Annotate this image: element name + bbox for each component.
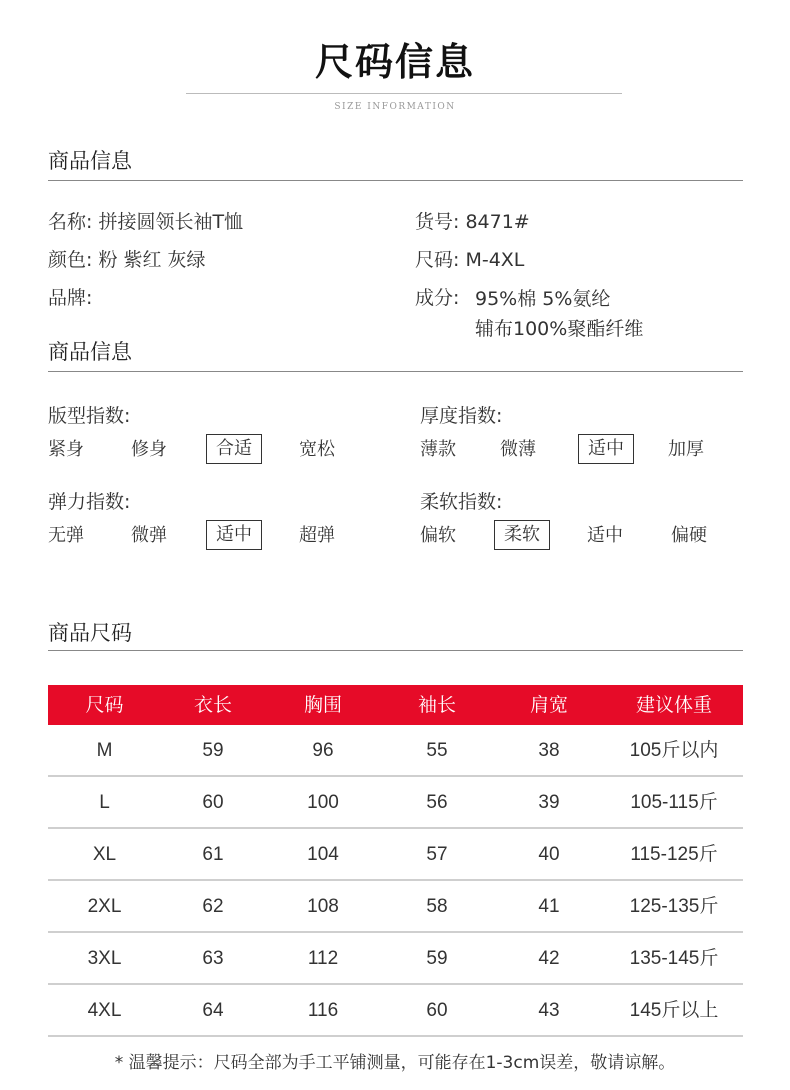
table-cell: 105斤以内 [629,740,719,761]
table-cell: 115-125斤 [630,844,718,865]
table-cell: 40 [538,844,560,865]
fit-option-regular-selected: 合适 [206,434,262,464]
thickness-option-slightly-thin: 微薄 [500,439,536,460]
thickness-option-thick: 加厚 [668,439,704,460]
page-subtitle: SIZE INFORMATION [334,102,456,112]
measurement-note: * 温馨提示：尺码全部为手工平铺测量，可能存在1-3cm误差，敬请谅解。 [114,1053,676,1073]
header-weight: 建议体重 [635,694,712,716]
title-divider [186,93,622,94]
table-cell: 43 [538,1000,560,1021]
header-shoulder: 肩宽 [529,694,568,716]
table-cell: 59 [202,740,224,761]
table-row [48,985,743,1037]
table-row [48,829,743,881]
header-chest: 胸围 [303,694,342,716]
softness-option-soft-ish: 偏软 [420,525,456,546]
table-cell: 63 [202,948,224,969]
elasticity-option-none: 无弹 [48,525,84,546]
thickness-index-label: 厚度指数: [420,405,503,427]
table-cell: 100 [307,792,339,813]
table-cell: 96 [312,740,334,761]
table-cell: 116 [307,1000,339,1021]
table-cell: XL [92,844,117,865]
table-row [48,933,743,985]
table-cell: 4XL [87,1000,122,1021]
table-cell: 38 [538,740,560,761]
product-size-range: 尺码: M-4XL [415,249,525,271]
table-cell: 59 [426,948,448,969]
fit-index-label: 版型指数: [48,405,131,427]
fit-option-loose: 宽松 [299,439,335,460]
elasticity-index-label: 弹力指数: [48,491,131,513]
product-info-heading: 商品信息 [48,149,132,173]
table-cell: 57 [426,844,448,865]
elasticity-option-high: 超弹 [299,525,335,546]
product-colors: 颜色: 粉 紫红 灰绿 [48,249,206,271]
table-cell: 105-115斤 [630,792,718,813]
table-row [48,881,743,933]
table-cell: 125-135斤 [629,896,719,917]
composition-line-1: 95%棉 5%氨纶 [475,288,611,310]
product-sku: 货号: 8471# [415,211,530,233]
product-info-divider [48,180,743,181]
table-cell: 62 [202,896,224,917]
fit-option-tight: 紧身 [48,439,84,460]
table-cell: 55 [426,740,448,761]
table-cell: 39 [538,792,560,813]
table-cell: L [99,792,110,813]
table-row [48,777,743,829]
thickness-option-thin: 薄款 [420,439,456,460]
table-cell: 41 [538,896,560,917]
table-cell: M [96,740,113,761]
table-cell: 56 [426,792,448,813]
elasticity-option-medium-selected: 适中 [206,520,262,550]
header-length: 衣长 [193,694,232,716]
table-cell: 2XL [87,896,122,917]
softness-index-label: 柔软指数: [420,491,503,513]
table-cell: 61 [202,844,224,865]
table-cell: 104 [307,844,339,865]
indices-heading: 商品信息 [48,340,132,364]
table-cell: 58 [426,896,448,917]
indices-divider [48,371,743,372]
size-table-divider [48,650,743,651]
table-cell: 145斤以上 [629,1000,719,1021]
table-row [48,725,743,777]
page-title: 尺码信息 [314,40,475,84]
table-cell: 60 [202,792,224,813]
thickness-option-medium-selected: 适中 [578,434,634,464]
table-cell: 112 [307,948,339,969]
table-cell: 108 [307,896,339,917]
size-table [48,685,743,1037]
elasticity-option-slight: 微弹 [131,525,167,546]
table-cell: 60 [426,1000,448,1021]
product-name: 名称: 拼接圆领长袖T恤 [48,211,244,233]
table-cell: 42 [538,948,560,969]
softness-option-soft-selected: 柔软 [494,520,550,550]
composition-line-2: 辅布100%聚酯纤维 [475,318,644,340]
product-brand: 品牌: [48,287,93,309]
softness-option-firm: 偏硬 [671,525,707,546]
softness-option-medium: 适中 [587,525,623,546]
fit-option-slim: 修身 [131,439,167,460]
table-cell: 135-145斤 [629,948,719,969]
size-table-heading: 商品尺码 [48,621,132,645]
composition-label: 成分: [415,287,460,309]
table-cell: 3XL [87,948,122,969]
header-size: 尺码 [85,694,124,716]
table-cell: 64 [202,1000,224,1021]
size-table-header-row [48,685,743,725]
header-sleeve: 袖长 [417,694,456,716]
